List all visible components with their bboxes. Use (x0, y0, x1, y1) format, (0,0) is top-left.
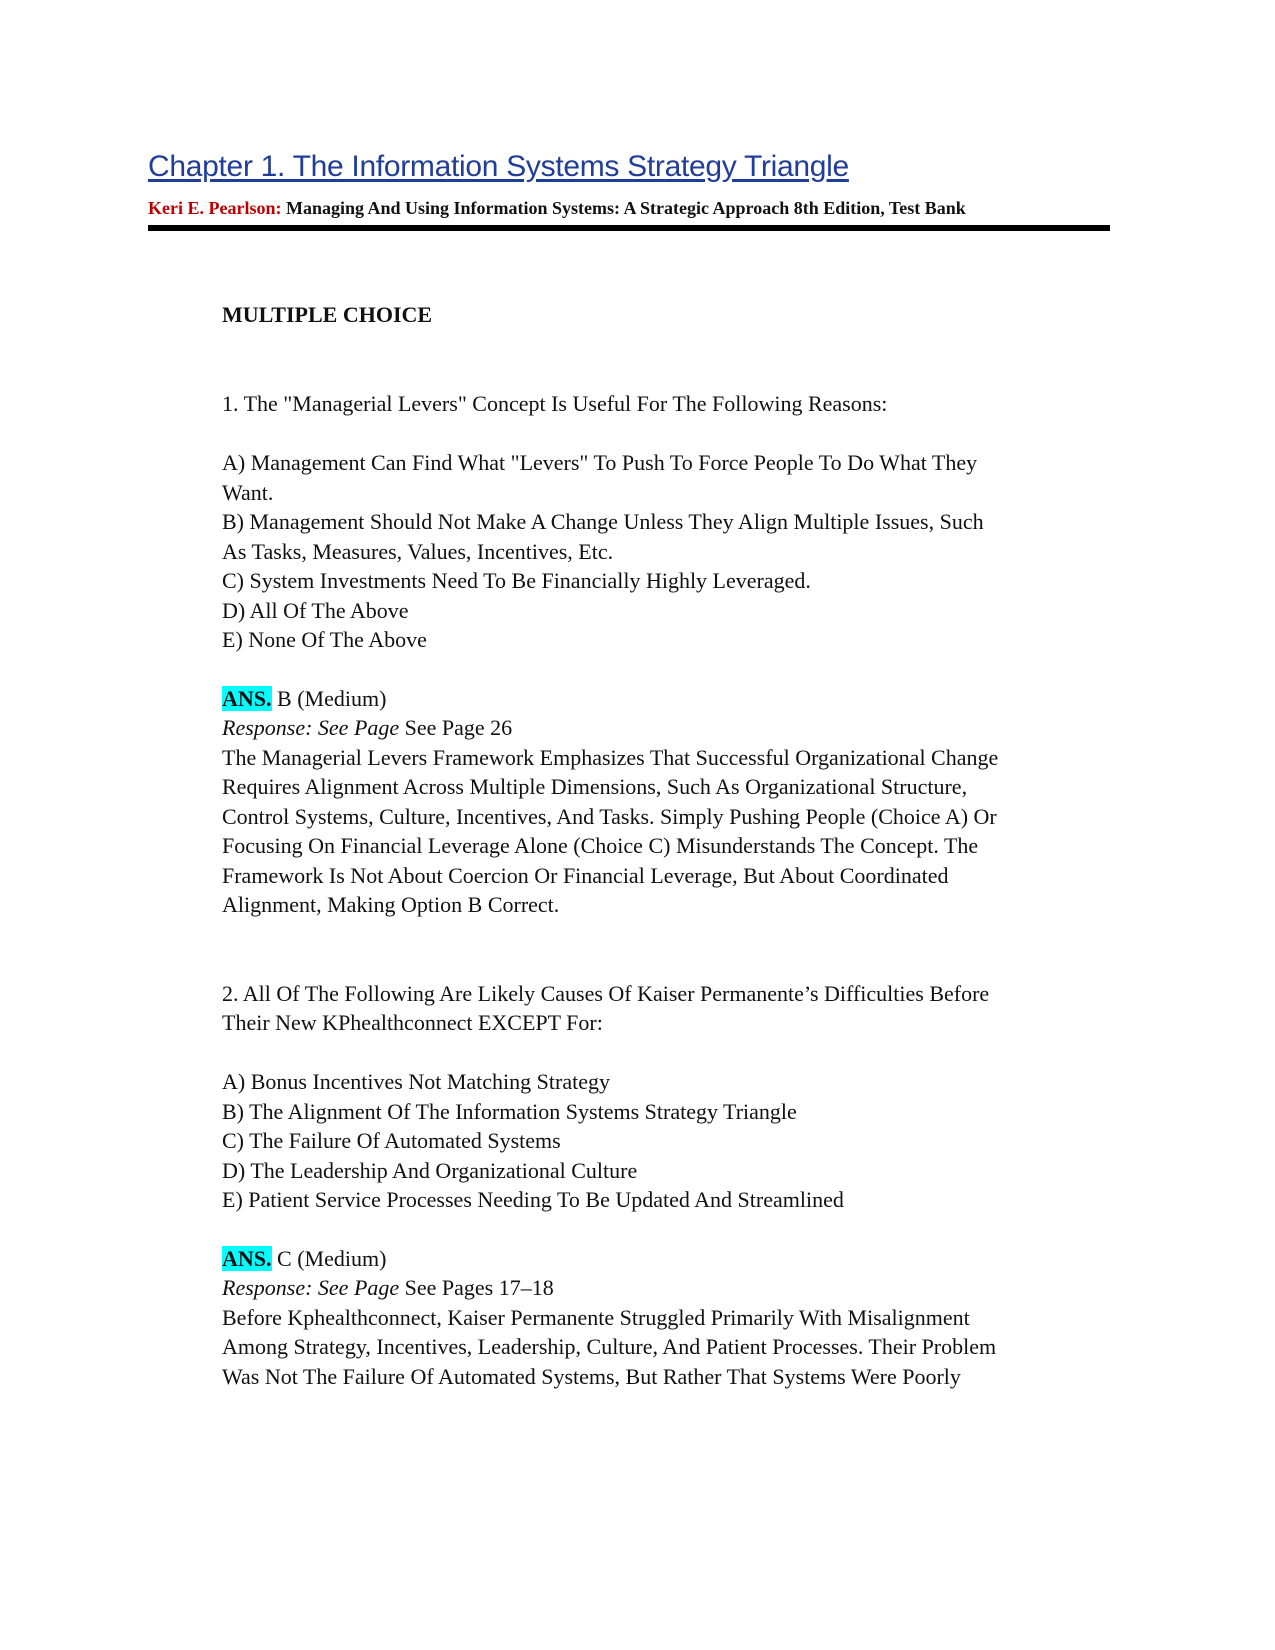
q1-answer-label: ANS. (222, 686, 272, 711)
q1-option-c: C) System Investments Need To Be Financially Highly Leveraged. (222, 568, 811, 593)
q2-answer-value: C (Medium) (271, 1246, 387, 1271)
q1-option-b-line-1: B) Management Should Not Make A Change Unless They Align Multiple Issues, Such (222, 509, 984, 534)
question-2-text-line-2: Their New KPhealthconnect EXCEPT For: (222, 1010, 603, 1035)
header-rule (148, 225, 1110, 231)
q2-answer (222, 1244, 386, 1275)
section-heading: MULTIPLE CHOICE (222, 302, 433, 327)
q1-explanation-line-5: Framework Is Not About Coercion Or Financial Leverage, But About Coordinated (222, 863, 949, 888)
q1-explanation-line-2: Requires Alignment Across Multiple Dimensions, Such As Organizational Structure, (222, 774, 968, 799)
q2-option-c: C) The Failure Of Automated Systems (222, 1128, 561, 1153)
q1-option-d: D) All Of The Above (222, 598, 409, 623)
q1-option-e: E) None Of The Above (222, 627, 427, 652)
q1-explanation-line-1: The Managerial Levers Framework Emphasizes That Successful Organizational Change (222, 745, 999, 770)
q2-option-a: A) Bonus Incentives Not Matching Strategy (222, 1069, 610, 1094)
q1-explanation-line-6: Alignment, Making Option B Correct. (222, 892, 560, 917)
question-2-text-line-1: 2. All Of The Following Are Likely Causes Of Kaiser Permanente’s Difficulties Before (222, 981, 990, 1006)
q1-answer-value: B (Medium) (271, 686, 387, 711)
q2-response (222, 1273, 554, 1304)
book-subtitle (148, 198, 966, 219)
q1-response (222, 713, 512, 744)
author-name: Keri E. Pearlson: (148, 198, 282, 218)
q1-option-a-line-2: Want. (222, 480, 274, 505)
q1-response-label: Response: See Page (222, 715, 400, 740)
q1-option-b-line-2: As Tasks, Measures, Values, Incentives, Etc. (222, 539, 614, 564)
q1-answer (222, 684, 386, 715)
q2-answer-label: ANS. (222, 1246, 272, 1271)
q2-option-d: D) The Leadership And Organizational Culture (222, 1158, 638, 1183)
q2-option-e: E) Patient Service Processes Needing To Be Updated And Streamlined (222, 1187, 844, 1212)
q2-option-b: B) The Alignment Of The Information Systems Strategy Triangle (222, 1099, 797, 1124)
q2-explanation-line-1: Before Kphealthconnect, Kaiser Permanente Struggled Primarily With Misalignment (222, 1305, 970, 1330)
q1-response-value: See Page 26 (399, 715, 513, 740)
q1-option-a-line-1: A) Management Can Find What "Levers" To Push To Force People To Do What They (222, 450, 978, 475)
q2-explanation-line-3: Was Not The Failure Of Automated Systems, But Rather That Systems Were Poorly (222, 1364, 961, 1389)
chapter-title: Chapter 1. The Information Systems Strategy Triangle (148, 150, 849, 183)
q1-explanation-line-3: Control Systems, Culture, Incentives, And Tasks. Simply Pushing People (Choice A) Or (222, 804, 997, 829)
book-title: Managing And Using Information Systems: A Strategic Approach 8th Edition, Test Bank (281, 198, 966, 218)
q2-response-value: See Pages 17–18 (399, 1275, 554, 1300)
question-1-text: 1. The "Managerial Levers" Concept Is Useful For The Following Reasons: (222, 391, 888, 416)
q1-explanation-line-4: Focusing On Financial Leverage Alone (Choice C) Misunderstands The Concept. The (222, 833, 979, 858)
q2-explanation-line-2: Among Strategy, Incentives, Leadership, Culture, And Patient Processes. Their Problem (222, 1334, 997, 1359)
q2-response-label: Response: See Page (222, 1275, 400, 1300)
